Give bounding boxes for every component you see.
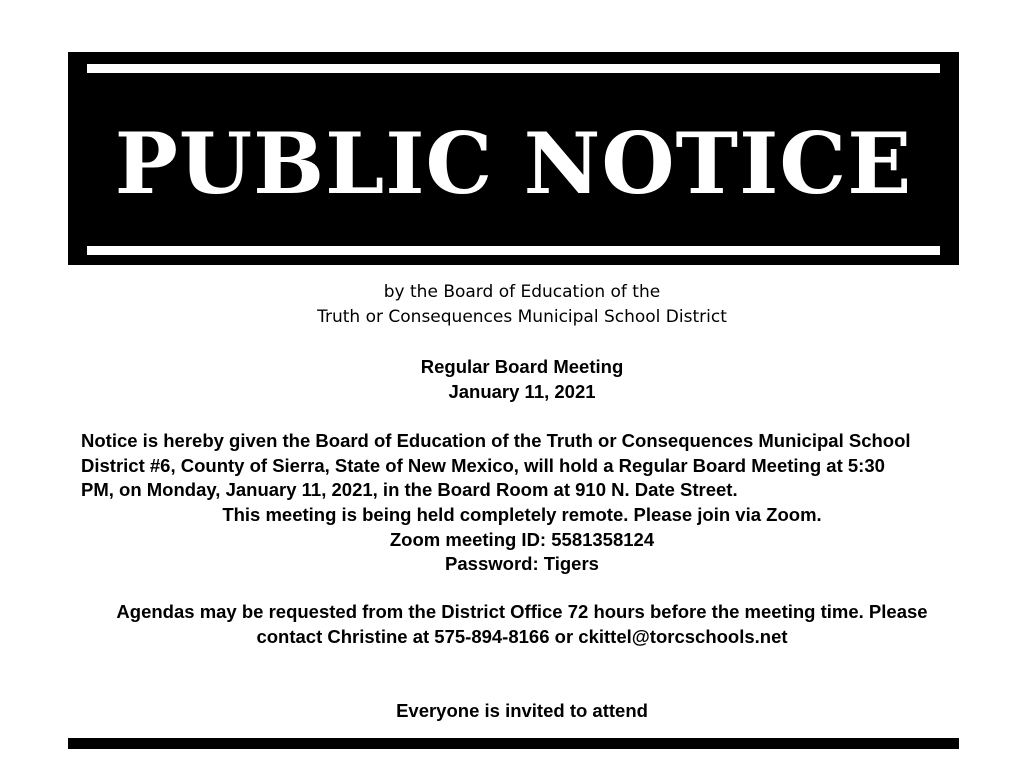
byline-board: by the Board of Education of the	[383, 282, 661, 302]
footer-rule	[68, 738, 959, 749]
byline-district: Truth or Consequences Municipal School District	[317, 307, 727, 327]
zoom-meeting-id: Zoom meeting ID: 5581358124	[389, 528, 655, 550]
meeting-date: January 11, 2021	[448, 380, 596, 402]
notice-paragraph	[81, 429, 971, 503]
notice-line: District #6, County of Sierra, State of New Mexico, will hold a Regular Board Meeting at 5:30	[81, 454, 885, 476]
meeting-heading	[0, 355, 1024, 404]
remote-statement: This meeting is being held completely remote. Please join via Zoom.	[222, 504, 822, 525]
invitation-text: Everyone is invited to attend	[396, 700, 648, 721]
zoom-password: Password: Tigers	[445, 553, 599, 574]
remote-meeting-info	[0, 503, 1024, 577]
notice-line: PM, on Monday, January 11, 2021, in the Board Room at 910 N. Date Street.	[81, 479, 738, 500]
meeting-name: Regular Board Meeting	[420, 356, 624, 377]
agenda-request-line: Agendas may be requested from the District Office 72 hours before the meeting time. Please	[116, 601, 928, 622]
byline	[0, 280, 1024, 330]
agenda-request-info	[0, 600, 1024, 649]
public-notice-banner	[68, 52, 959, 265]
banner-top-rule	[87, 64, 940, 73]
notice-line: Notice is hereby given the Board of Education of the Truth or Consequences Municipal School	[81, 430, 911, 451]
banner-title: PUBLIC NOTICE	[114, 114, 913, 213]
banner-bottom-rule	[87, 246, 940, 255]
invitation	[0, 699, 1024, 724]
agenda-contact-line: contact Christine at 575-894-8166 or ckittel@torcschools.net	[256, 625, 788, 647]
